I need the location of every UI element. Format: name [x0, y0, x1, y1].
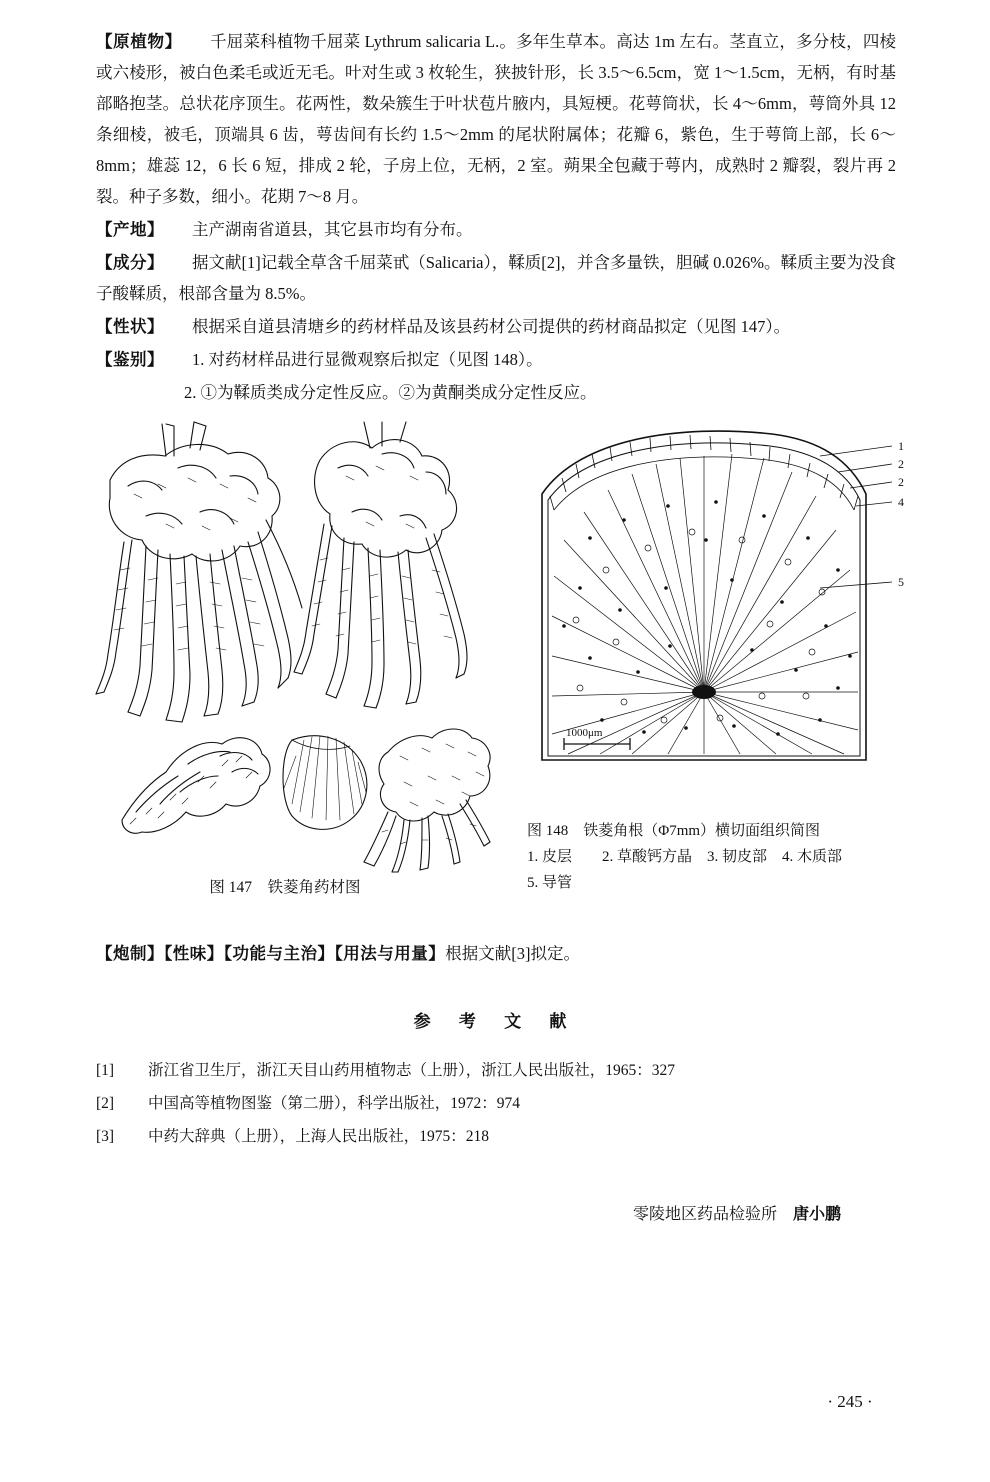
bottom-block [96, 938, 896, 1224]
section-composition [96, 247, 896, 309]
figure-148-caption: 图 148 铁菱角根（Φ7mm）横切面组织简图 [527, 823, 821, 839]
reference-number-2: [2] [96, 1095, 115, 1112]
signature-author: 唐小鹏 [792, 1206, 841, 1223]
reference-item-3 [96, 1120, 896, 1153]
section-tag-characters: 【性状】 [96, 317, 164, 336]
section-text-characters: 根据采自道县清塘乡的药材样品及该县药材公司提供的药材商品拟定（见图 147）。 [192, 317, 791, 336]
section-tag-composition: 【成分】 [96, 253, 165, 272]
figure-147-caption: 图 147 铁菱角药材图 [209, 879, 361, 896]
figures-area [0, 420, 990, 920]
section-characters [96, 311, 896, 342]
figure-147-illustration [70, 420, 500, 890]
figure-148-legend-1: 1. 皮层 2. 草酸钙方晶 3. 韧皮部 4. 木质部 [527, 849, 843, 865]
figure-148-legend-2: 5. 导管 [527, 875, 573, 891]
section-identification [96, 344, 896, 375]
article-body [96, 26, 896, 410]
section-tag-original-plant: 【原植物】 [96, 32, 182, 51]
figure-148-svg [520, 420, 940, 810]
reference-item-1 [96, 1054, 896, 1087]
section-original-plant [96, 26, 896, 212]
section-text-processing: 根据文献[3]拟定。 [445, 944, 580, 963]
figure-147-svg [70, 420, 500, 890]
reference-text-2: 中国高等植物图鉴（第二册），科学出版社，1972：974 [148, 1095, 521, 1112]
scale-bar-label: 1000μm [566, 727, 603, 739]
section-processing-line [96, 938, 896, 969]
section-text-identification-2: 2. ①为鞣质类成分定性反应。②为黄酮类成分定性反应。 [184, 383, 597, 402]
section-tag-origin: 【产地】 [96, 220, 164, 239]
reference-text-1: 浙江省卫生厅，浙江天目山药用植物志（上册），浙江人民出版社，1965：327 [148, 1062, 676, 1079]
callout-2b: 2 [898, 475, 904, 489]
reference-number-1: [1] [96, 1062, 115, 1079]
signature-institution: 零陵地区药品检验所 [632, 1206, 777, 1223]
reference-number-3: [3] [96, 1128, 115, 1145]
section-text-origin: 主产湖南省道县，其它县市均有分布。 [192, 220, 473, 239]
section-identification-2 [96, 377, 896, 408]
figure-148-caption-block [527, 818, 937, 896]
page-number: · 245 · [827, 1392, 873, 1411]
callout-4: 4 [898, 495, 904, 509]
signature-line [96, 1201, 896, 1224]
callout-1: 1 [898, 439, 904, 453]
section-origin [96, 214, 896, 245]
reference-item-2 [96, 1087, 896, 1120]
references-title: 参 考 文 献 [413, 1012, 579, 1031]
callout-2a: 2 [898, 457, 904, 471]
section-tag-identification: 【鉴别】 [96, 350, 164, 369]
section-text-identification-1: 1. 对药材样品进行显微观察后拟定（见图 148）。 [192, 350, 543, 369]
section-text-composition: 据文献[1]记载全草含千屈菜甙（Salicaria），鞣质[2]，并含多量铁，胆碱 0.026%。鞣质主要为没食子酸鞣质，根部含量为 8.5%。 [96, 253, 896, 303]
section-text-original-plant: 千屈菜科植物千屈菜 Lythrum salicaria L.。多年生草本。高达 1m 左右。茎直立，多分枝，四棱或六棱形，被白色柔毛或近无毛。叶对生或 3 枚轮生，狭披针形，长 3.5～6.5cm，宽 1～1.5cm，无柄，有时基部略抱茎。总状花序顶生。花两性，数朵簇生于叶状苞片腋内，具短梗。花萼筒状，长 4～6mm，萼筒外具 12 条细棱，被毛，顶端具 6 齿，萼齿间有长约 1.5～2mm 的尾状附属体；花瓣 6，紫色，生于萼筒上部，长 6～8mm；雄蕊 12，6 长 6 短，排成 2 轮，子房上位，无柄，2 室。蒴果全包藏于萼内，成熟时 2 瓣裂，裂片再 2 裂。种子多数，细小。花期 7～8 月。 [96, 32, 896, 206]
section-tag-processing: 【炮制】【性味】【功能与主治】【用法与用量】 [96, 944, 446, 963]
callout-5: 5 [898, 575, 904, 589]
reference-text-3: 中药大辞典（上册），上海人民出版社，1975：218 [148, 1128, 490, 1145]
